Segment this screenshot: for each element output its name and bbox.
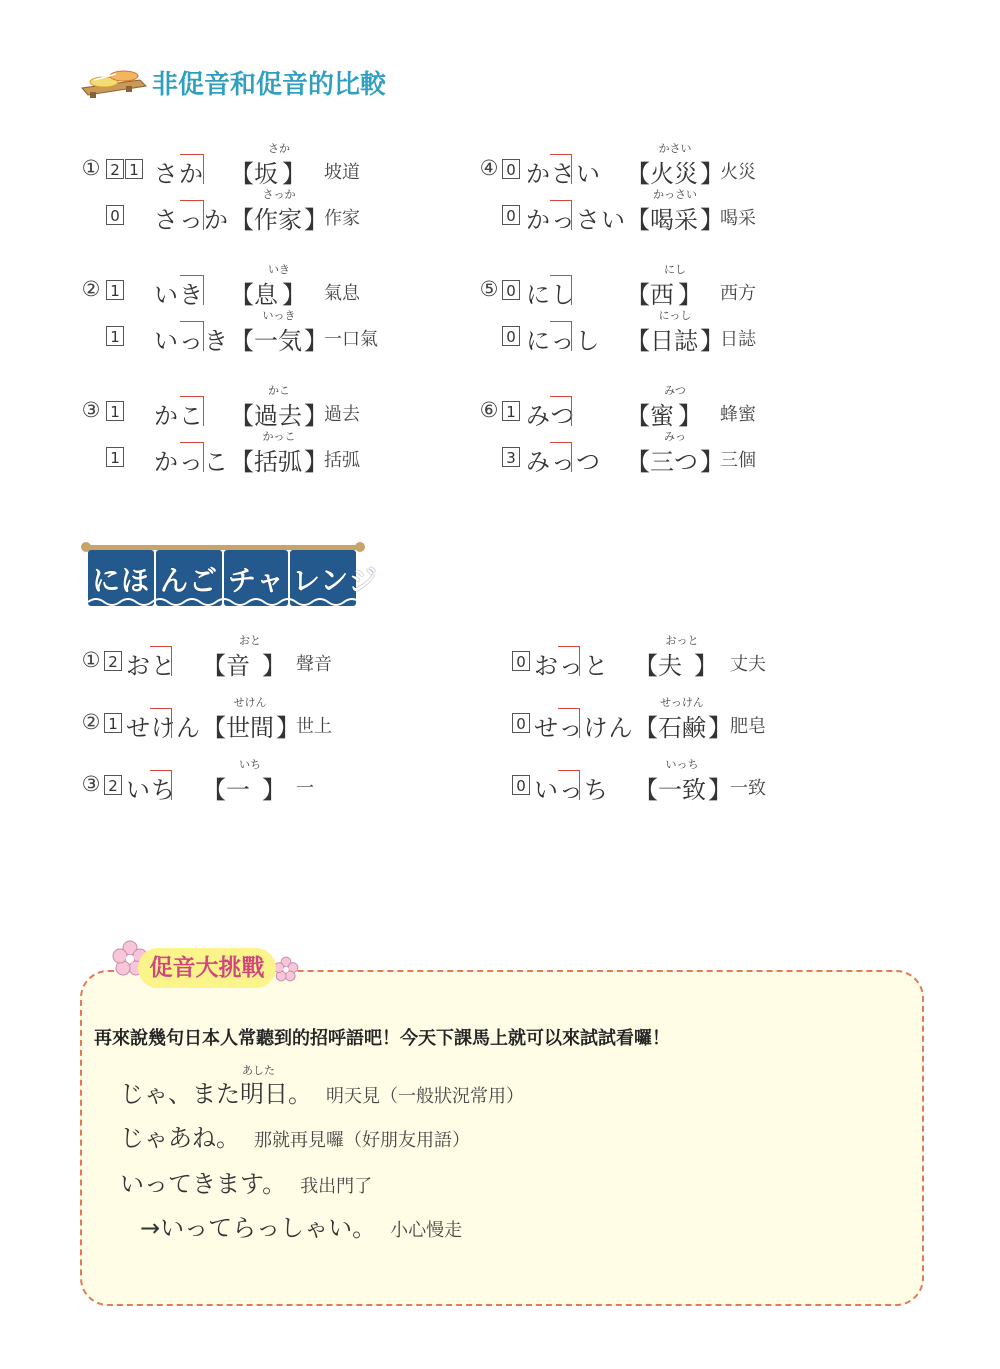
bracket-open: 【 bbox=[626, 206, 650, 234]
accent-digit: 0 bbox=[512, 651, 530, 671]
furigana: さっか bbox=[262, 188, 296, 201]
bracket-open: 【 bbox=[230, 402, 254, 430]
kana-reading: せけん bbox=[126, 714, 201, 742]
meaning: 作家 bbox=[324, 208, 360, 229]
meaning: 氣息 bbox=[324, 283, 360, 304]
accent-box bbox=[106, 279, 125, 300]
pitch-line bbox=[550, 200, 572, 230]
kana-reading: さか bbox=[154, 160, 204, 188]
item-number: ⑥ bbox=[479, 398, 499, 422]
bracket-open: 【 bbox=[626, 281, 650, 309]
bracket-close: 】 bbox=[678, 402, 702, 430]
kana-reading: みっつ bbox=[526, 448, 601, 476]
item-number: ③ bbox=[81, 772, 101, 796]
meaning: 括弧 bbox=[324, 450, 360, 471]
kanji-word: 西 bbox=[650, 281, 674, 309]
kana-reading: いち bbox=[126, 776, 176, 804]
kanji-word: 坂 bbox=[254, 160, 278, 188]
kanji-word: 一 bbox=[226, 776, 250, 804]
pitch-line bbox=[180, 275, 204, 305]
kanji-word: 一気 bbox=[254, 327, 302, 355]
comparison-row bbox=[476, 309, 876, 363]
kana-reading: さっか bbox=[154, 206, 229, 234]
phrase-meaning: 明天見（一般狀況常用） bbox=[326, 1086, 524, 1107]
pitch-line bbox=[150, 770, 172, 800]
bracket-close: 】 bbox=[304, 206, 328, 234]
pitch-line bbox=[180, 200, 204, 230]
phrase-row bbox=[120, 1064, 524, 1109]
kanji-word: 喝采 bbox=[650, 206, 698, 234]
sushi-logo-icon bbox=[80, 62, 148, 100]
comparison-row bbox=[78, 430, 478, 484]
accent-digit: 3 bbox=[502, 447, 520, 467]
accent-digit: 1 bbox=[502, 401, 520, 421]
challenge-row bbox=[512, 758, 932, 812]
accent-digit: 1 bbox=[106, 326, 124, 346]
furigana: おと bbox=[239, 634, 261, 647]
accent-box bbox=[502, 446, 521, 467]
bracket-close: 】 bbox=[708, 714, 732, 742]
bracket-open: 【 bbox=[230, 160, 254, 188]
bracket-open: 【 bbox=[202, 714, 226, 742]
kana-reading: かこ bbox=[154, 402, 204, 430]
furigana: にし bbox=[664, 263, 686, 276]
accent-digit: 1 bbox=[106, 447, 124, 467]
bracket-close: 】 bbox=[700, 327, 724, 355]
kanji-word: 三つ bbox=[650, 448, 698, 476]
accent-box bbox=[512, 650, 531, 671]
kanji-word: 一致 bbox=[658, 776, 706, 804]
phrase-meaning: 我出門了 bbox=[300, 1176, 373, 1197]
bracket-open: 【 bbox=[634, 776, 658, 804]
phrase-meaning: 小心慢走 bbox=[390, 1220, 463, 1241]
item-number: ① bbox=[81, 648, 101, 672]
accent-digit: 2 bbox=[104, 651, 122, 671]
furigana: せっけん bbox=[660, 696, 704, 709]
pitch-line bbox=[550, 442, 572, 472]
bracket-open: 【 bbox=[202, 776, 226, 804]
accent-box bbox=[502, 158, 521, 179]
phrase-japanese: じゃ、また明日。 bbox=[120, 1080, 312, 1108]
meaning: 日誌 bbox=[720, 329, 756, 350]
bracket-open: 【 bbox=[202, 652, 226, 680]
comparison-row bbox=[78, 309, 478, 363]
kanji-word: 息 bbox=[254, 281, 278, 309]
comparison-row bbox=[476, 188, 876, 242]
phrase-meaning: 那就再見囉（好朋友用語） bbox=[254, 1130, 470, 1151]
furigana: あした bbox=[242, 1064, 275, 1077]
meaning: 世上 bbox=[296, 716, 332, 737]
accent-box bbox=[502, 279, 521, 300]
meaning: 一致 bbox=[730, 778, 766, 799]
bracket-close: 】 bbox=[708, 776, 732, 804]
meaning: 肥皂 bbox=[730, 716, 766, 737]
kana-reading: かっさい bbox=[526, 206, 626, 234]
meaning: 西方 bbox=[720, 283, 756, 304]
banner-text-4: レンジ bbox=[292, 564, 378, 597]
meaning: 蜂蜜 bbox=[720, 404, 756, 425]
accent-digit: 1 bbox=[104, 713, 122, 733]
bracket-close: 】 bbox=[304, 327, 328, 355]
accent-box bbox=[106, 158, 144, 179]
item-number: ③ bbox=[81, 398, 101, 422]
furigana: せけん bbox=[233, 696, 267, 709]
accent-box bbox=[106, 446, 125, 467]
pitch-line bbox=[558, 770, 580, 800]
kana-reading: せっけん bbox=[534, 714, 634, 742]
flower-icon bbox=[272, 955, 300, 987]
kanji-word: 石鹸 bbox=[658, 714, 706, 742]
accent-box bbox=[512, 712, 531, 733]
accent-box bbox=[104, 712, 123, 733]
kanji-word: 世間 bbox=[226, 714, 274, 742]
kanji-word: 蜜 bbox=[650, 402, 674, 430]
accent-box bbox=[502, 325, 521, 346]
comparison-row bbox=[476, 430, 876, 484]
bracket-close: 】 bbox=[700, 206, 724, 234]
kana-reading: おと bbox=[126, 652, 176, 680]
furigana: かっさい bbox=[653, 188, 697, 201]
phrase-row bbox=[140, 1208, 462, 1243]
pitch-line bbox=[180, 396, 204, 426]
challenge-row bbox=[78, 696, 498, 750]
meaning: 坡道 bbox=[324, 162, 360, 183]
kanji-word: 音 bbox=[226, 652, 250, 680]
bracket-open: 【 bbox=[626, 327, 650, 355]
phrase-japanese: じゃあね。 bbox=[120, 1124, 240, 1152]
phrase-row bbox=[120, 1164, 372, 1199]
pitch-line bbox=[180, 154, 204, 184]
meaning: 過去 bbox=[324, 404, 360, 425]
section-title: 非促音和促音的比較 bbox=[152, 70, 387, 100]
challenge-title: 促音大挑戰 bbox=[138, 948, 276, 988]
kana-reading: いき bbox=[154, 281, 204, 309]
meaning: 三個 bbox=[720, 450, 756, 471]
meaning: 喝采 bbox=[720, 208, 756, 229]
challenge-row bbox=[78, 634, 498, 688]
bracket-close: 】 bbox=[304, 402, 328, 430]
kana-reading: おっと bbox=[534, 652, 609, 680]
furigana: いっき bbox=[262, 309, 296, 322]
pitch-line bbox=[180, 321, 204, 351]
bracket-open: 【 bbox=[230, 448, 254, 476]
bracket-open: 【 bbox=[634, 714, 658, 742]
accent-box bbox=[104, 650, 123, 671]
banner-text-1: にほ bbox=[92, 564, 151, 597]
pitch-line bbox=[150, 646, 172, 676]
phrase-japanese: →いってらっしゃい。 bbox=[140, 1214, 377, 1242]
furigana: いき bbox=[268, 263, 290, 276]
kana-reading: にっし bbox=[526, 327, 601, 355]
meaning: 丈夫 bbox=[730, 654, 766, 675]
accent-box bbox=[106, 204, 125, 225]
bracket-close: 】 bbox=[694, 652, 718, 680]
furigana: いっち bbox=[665, 758, 699, 771]
meaning: 一 bbox=[296, 778, 314, 799]
bracket-close: 】 bbox=[276, 714, 300, 742]
kana-reading: にし bbox=[526, 281, 576, 309]
pitch-line bbox=[550, 321, 572, 351]
item-number: ⑤ bbox=[479, 277, 499, 301]
meaning: 一口氣 bbox=[324, 329, 378, 350]
accent-digit: 0 bbox=[512, 775, 530, 795]
bracket-open: 【 bbox=[626, 448, 650, 476]
bracket-close: 】 bbox=[700, 160, 724, 188]
pitch-line bbox=[150, 708, 172, 738]
kana-reading: かさい bbox=[526, 160, 601, 188]
bracket-open: 【 bbox=[626, 402, 650, 430]
accent-box bbox=[502, 204, 521, 225]
bracket-close: 】 bbox=[304, 448, 328, 476]
pitch-line bbox=[180, 442, 204, 472]
pitch-line bbox=[550, 275, 572, 305]
pitch-line bbox=[550, 396, 572, 426]
furigana: さか bbox=[268, 142, 290, 155]
kana-reading: いっき bbox=[154, 327, 229, 355]
pitch-line bbox=[558, 708, 580, 738]
accent-box bbox=[512, 774, 531, 795]
bracket-open: 【 bbox=[230, 281, 254, 309]
item-number: ④ bbox=[479, 156, 499, 180]
accent-digit: 2 bbox=[106, 159, 124, 179]
bracket-open: 【 bbox=[230, 327, 254, 355]
furigana: みつ bbox=[664, 384, 686, 397]
challenge-row bbox=[512, 696, 932, 750]
accent-digit: 0 bbox=[502, 280, 520, 300]
kanji-word: 作家 bbox=[254, 206, 302, 234]
accent-digit: 0 bbox=[512, 713, 530, 733]
furigana: かこ bbox=[268, 384, 290, 397]
kanji-word: 過去 bbox=[254, 402, 302, 430]
bracket-close: 】 bbox=[678, 281, 702, 309]
accent-box bbox=[106, 400, 125, 421]
challenge-row bbox=[78, 758, 498, 812]
intro-text: 再來說幾句日本人常聽到的招呼語吧！今天下課馬上就可以來試試看囉！ bbox=[94, 1028, 670, 1049]
kanji-word: 括弧 bbox=[254, 448, 302, 476]
phrase-row bbox=[120, 1118, 470, 1153]
kana-reading: かっこ bbox=[154, 448, 229, 476]
bracket-close: 】 bbox=[262, 652, 286, 680]
challenge-row bbox=[512, 634, 932, 688]
furigana: みっ bbox=[664, 430, 686, 443]
meaning: 火災 bbox=[720, 162, 756, 183]
furigana: いち bbox=[239, 758, 261, 771]
bracket-close: 】 bbox=[282, 160, 306, 188]
accent-digit: 0 bbox=[106, 205, 124, 225]
banner-text-2: んご bbox=[160, 564, 219, 597]
item-number: ② bbox=[81, 710, 101, 734]
item-number: ① bbox=[81, 156, 101, 180]
bracket-close: 】 bbox=[282, 281, 306, 309]
furigana: かさい bbox=[658, 142, 692, 155]
pitch-line bbox=[550, 154, 572, 184]
accent-digit: 0 bbox=[502, 326, 520, 346]
comparison-row bbox=[78, 188, 478, 242]
bracket-open: 【 bbox=[626, 160, 650, 188]
kana-reading: いっち bbox=[534, 776, 609, 804]
kanji-word: 火災 bbox=[650, 160, 698, 188]
banner-text-3: チャ bbox=[228, 564, 286, 597]
meaning: 聲音 bbox=[296, 654, 332, 675]
accent-digit: 0 bbox=[502, 205, 520, 225]
kanji-word: 夫 bbox=[658, 652, 682, 680]
furigana: かっこ bbox=[262, 430, 296, 443]
accent-digit: 0 bbox=[502, 159, 520, 179]
challenge-banner bbox=[88, 548, 378, 610]
accent-box bbox=[502, 400, 521, 421]
bracket-close: 】 bbox=[700, 448, 724, 476]
furigana: にっし bbox=[658, 309, 692, 322]
accent-digit: 2 bbox=[104, 775, 122, 795]
kanji-word: 日誌 bbox=[650, 327, 698, 355]
pitch-line bbox=[558, 646, 580, 676]
accent-digit: 1 bbox=[125, 159, 143, 179]
item-number: ② bbox=[81, 277, 101, 301]
accent-box bbox=[106, 325, 125, 346]
bracket-close: 】 bbox=[262, 776, 286, 804]
accent-digit: 1 bbox=[106, 280, 124, 300]
accent-digit: 1 bbox=[106, 401, 124, 421]
bracket-open: 【 bbox=[230, 206, 254, 234]
bracket-open: 【 bbox=[634, 652, 658, 680]
kana-reading: みつ bbox=[526, 402, 576, 430]
phrase-japanese: いってきます。 bbox=[120, 1170, 287, 1198]
furigana: おっと bbox=[665, 634, 699, 647]
accent-box bbox=[104, 774, 123, 795]
